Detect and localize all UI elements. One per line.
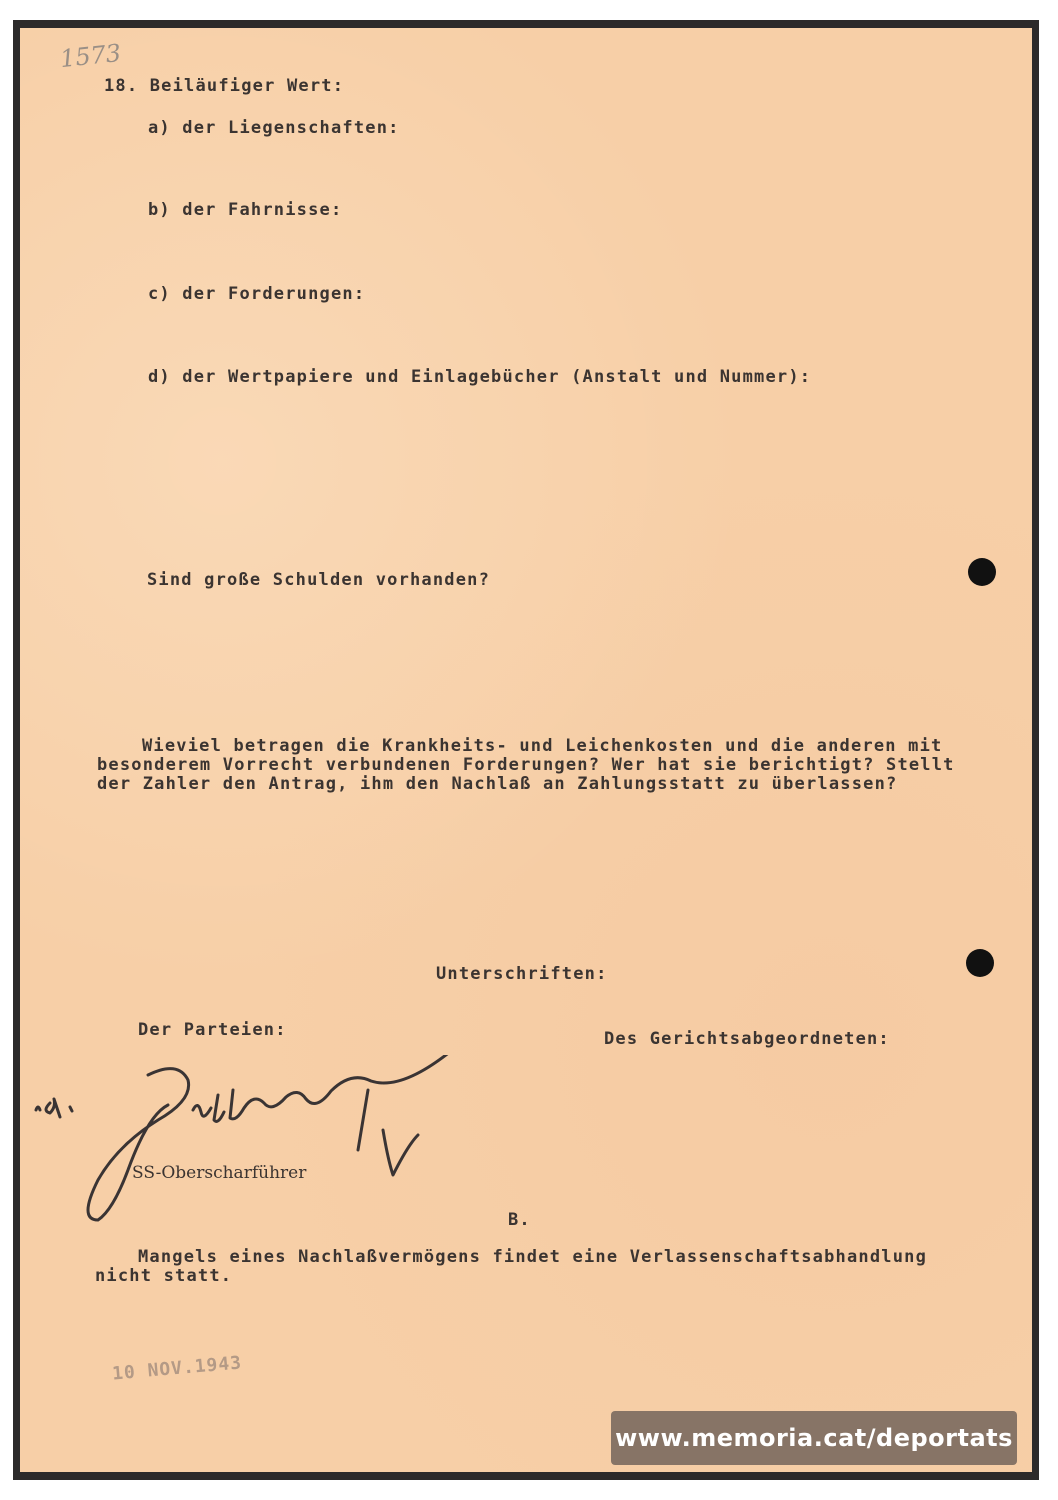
item-d-securities: d) der Wertpapiere und Einlagebücher (Anstalt und Nummer):	[148, 367, 812, 387]
handwritten-signature	[28, 1055, 498, 1230]
closing-paragraph: Mangels eines Nachlaßvermögens findet eine Verlassenschaftsabhandlung nicht statt.	[95, 1247, 928, 1286]
signatures-heading: Unterschriften:	[436, 964, 608, 984]
item-a-real-estate: a) der Liegenschaften:	[148, 118, 400, 138]
item-18-heading: 18. Beiläufiger Wert:	[104, 76, 345, 96]
date-stamp: 10 NOV.1943	[111, 1352, 243, 1385]
debts-question: Sind große Schulden vorhanden?	[147, 570, 491, 590]
item-b-movables: b) der Fahrnisse:	[148, 200, 343, 220]
parties-label: Der Parteien:	[138, 1020, 287, 1040]
court-delegate-label: Des Gerichtsabgeordneten:	[604, 1029, 890, 1049]
punch-hole-upper	[968, 558, 996, 586]
item-c-claims: c) der Forderungen:	[148, 284, 366, 304]
costs-paragraph: Wieviel betragen die Krankheits- und Leichenkosten und die anderen mit besonderem Vorrecht verbundenen Forderungen? Wer hat sie berichtigt? Stellt der Zahler den Antrag, ihm den Nachlaß an Zahlungsstatt zu überlassen?	[97, 736, 955, 794]
ss-rank-stamp: SS-Oberscharführer	[132, 1163, 307, 1183]
punch-hole-lower	[966, 949, 994, 977]
handwritten-page-number: 1573	[58, 38, 123, 74]
section-b-heading: B.	[508, 1210, 531, 1230]
watermark-link[interactable]: www.memoria.cat/deportats	[611, 1411, 1017, 1465]
